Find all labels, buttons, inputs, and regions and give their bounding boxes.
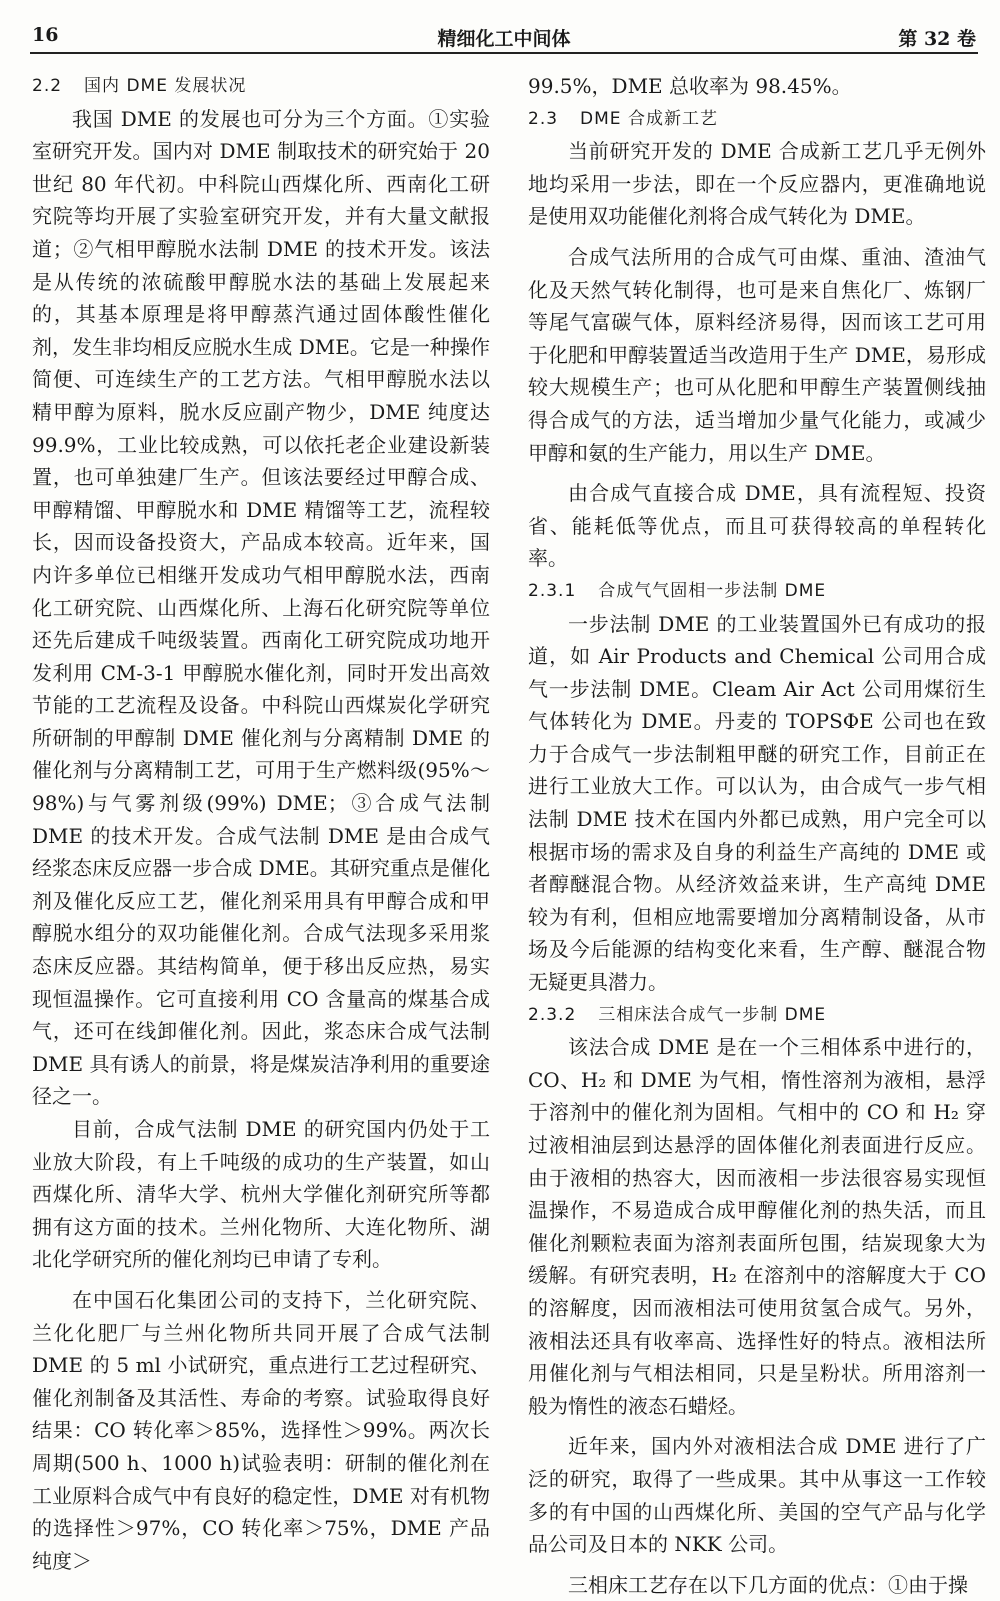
section-title: DME 合成新工艺 [580, 108, 718, 129]
section-heading-2-3-2 [528, 999, 986, 1032]
section-number: 2.3.2 [528, 1004, 577, 1025]
paragraph-continuation: 99.5%，DME 总收率为 98.45%。 [528, 74, 852, 98]
section-heading-2-3 [528, 103, 986, 136]
paragraph: 三相床工艺存在以下几方面的优点：①由于操 [568, 1572, 968, 1597]
paragraph: 近年来，国内外对液相法合成 DME 进行了广泛的研究，取得了一些成果。其中从事这一工作较多的有中国的山西煤化所、美国的空气产品与化学品公司及日本的 NKK 公司。 [528, 1434, 986, 1557]
section-title: 合成气气固相一步法制 DME [598, 580, 827, 601]
running-header [30, 22, 978, 54]
paragraph: 在中国石化集团公司的支持下，兰化研究院、兰化化肥厂与兰州化物所共同开展了合成气法制 DME 的 5 ml 小试研究，重点进行工艺过程研究、催化剂制备及其活性、寿命的考察。试验取得良好结果：CO 转化率＞85%，选择性＞99%。两次长周期(500 h、1000 h)试验表明：研制的催化剂在工业原料合成气中有良好的稳定性，DME 对有机物的选择性＞97%，CO 转化率＞75%，DME 产品纯度＞ [32, 1287, 490, 1573]
paragraph: 当前研究开发的 DME 合成新工艺几乎无例外地均采用一步法，即在一个反应器内，更准确地说是使用双功能催化剂将合成气转化为 DME。 [528, 139, 986, 229]
right-column [528, 70, 986, 1601]
section-number: 2.3 [528, 108, 559, 129]
section-heading-2-2 [32, 70, 490, 103]
left-column [32, 70, 490, 1577]
paragraph: 目前，合成气法制 DME 的研究国内仍处于工业放大阶段，有上千吨级的成功的生产装置，如山西煤化所、清华大学、杭州大学催化剂研究所等都拥有这方面的技术。兰州化物所、大连化物所、湖北化学研究所的催化剂均已申请了专利。 [32, 1117, 490, 1272]
paragraph: 由合成气直接合成 DME，具有流程短、投资省、能耗低等优点，而且可获得较高的单程转化率。 [528, 481, 986, 571]
section-title: 三相床法合成气一步制 DME [598, 1004, 827, 1025]
page-number: 16 [32, 24, 59, 46]
section-number: 2.2 [32, 76, 63, 96]
paragraph: 一步法制 DME 的工业装置国外已有成功的报道，如 Air Products and Chemical 公司用合成气一步法制 DME。Cleam Air Act 公司用煤衍生气体转化为 DME。丹麦的 TOPSΦE 公司也在致力于合成气一步法制粗甲醚的研究工作，目前正在进行工业放大工作。可以认为，由合成气一步气相法制 DME 技术在国内外都已成熟，用户完全可以根据市场的需求及自身的利益生产高纯的 DME 或者醇醚混合物。从经济效益来讲，生产高纯 DME 较为有利，但相应地需要增加分离精制设备，从市场及今后能源的结构变化来看，生产醇、醚混合物无疑更具潜力。 [528, 611, 986, 995]
volume-label: 第 32 卷 [898, 28, 976, 50]
paragraph: 合成气法所用的合成气可由煤、重油、渣油气化及天然气转化制得，也可是来自焦化厂、炼钢厂等尾气富碳气体，原料经济易得，因而该工艺可用于化肥和甲醇装置适当改造用于生产 DME，易形成较大规模生产；也可从化肥和甲醇生产装置侧线抽得合成气的方法，适当增加少量气化能力，或减少甲醇和氨的生产能力，用以生产 DME。 [528, 244, 986, 465]
section-heading-2-3-1 [528, 575, 986, 608]
journal-title: 精细化工中间体 [437, 28, 571, 50]
section-title: 国内 DME 发展状况 [84, 76, 247, 96]
paragraph: 我国 DME 的发展也可分为三个方面。①实验室研究开发。国内对 DME 制取技术的研究始于 20 世纪 80 年代初。中科院山西煤化所、西南化工研究院等均开展了实验室研究开发，并有大量文献报道；②气相甲醇脱水法制 DME 的技术开发。该法是从传统的浓硫酸甲醇脱水法的基础上发展起来的，其基本原理是将甲醇蒸汽通过固体酸性催化剂，发生非均相反应脱水生成 DME。它是一种操作简便、可连续生产的工艺方法。气相甲醇脱水法以精甲醇为原料，脱水反应副产物少，DME 纯度达 99.9%，工业比较成熟，可以依托老企业建设新装置，也可单独建厂生产。但该法要经过甲醇合成、甲醇精馏、甲醇脱水和 DME 精馏等工艺，流程较长，因而设备投资大，产品成本较高。近年来，国内许多单位已相继开发成功气相甲醇脱水法，西南化工研究院、山西煤化所、上海石化研究院等单位还先后建成千吨级装置。西南化工研究院成功地开发利用 CM-3-1 甲醇脱水催化剂，同时开发出高效节能的工艺流程及设备。中科院山西煤炭化学研究所研制的甲醇制 DME 催化剂与分离精制 DME 的催化剂与分离精制工艺，可用于生产燃料级(95%～98%)与气雾剂级(99%) DME；③合成气法制 DME 的技术开发。合成气法制 DME 是由合成气经浆态床反应器一步合成 DME。其研究重点是催化剂及催化反应工艺，催化剂采用具有甲醇合成和甲醇脱水组分的双功能催化剂。合成气法现多采用浆态床反应器。其结构简单，便于移出反应热，易实现恒温操作。它可直接利用 CO 含量高的煤基合成气，还可在线卸催化剂。因此，浆态床合成气法制 DME 具有诱人的前景，将是煤炭洁净利用的重要途径之一。 [32, 106, 490, 1109]
section-number: 2.3.1 [528, 580, 577, 601]
paragraph: 该法合成 DME 是在一个三相体系中进行的，CO、H₂ 和 DME 为气相，惰性溶剂为液相，悬浮于溶剂中的催化剂为固相。气相中的 CO 和 H₂ 穿过液相油层到达悬浮的固体催化剂表面进行反应。由于液相的热容大，因而液相一步法很容易实现恒温操作，不易造成合成甲醇催化剂的热失活，而且催化剂颗粒表面为溶剂表面所包围，结炭现象大为缓解。有研究表明，H₂ 在溶剂中的溶解度大于 CO 的溶解度，因而液相法可使用贫氢合成气。另外，液相法还具有收率高、选择性好的特点。液相法所用催化剂与气相法相同，只是呈粉状。所用溶剂一般为惰性的液态石蜡烃。 [528, 1035, 986, 1418]
